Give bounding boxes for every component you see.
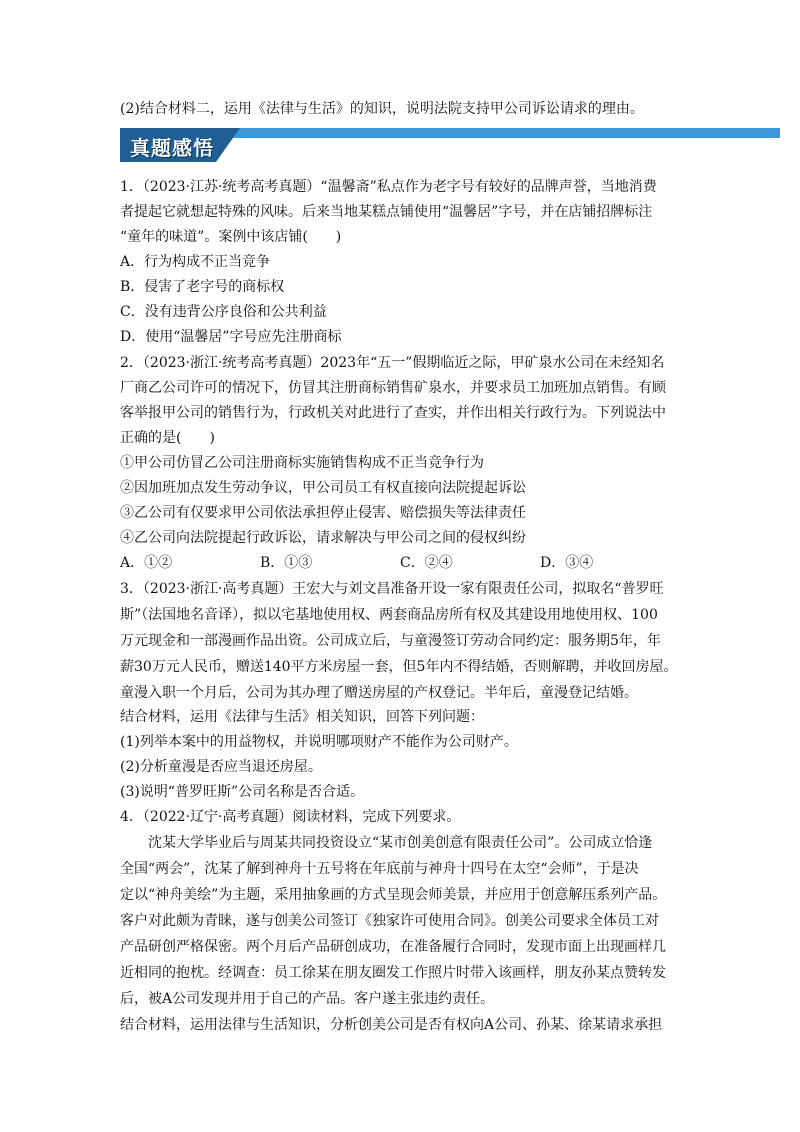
q3-subquestion-1: (1)列举本案中的用益物权，并说明哪项财产不能作为公司财产。 bbox=[120, 734, 518, 750]
q4-para-line-2: 全国“两会”，沈某了解到神舟十五号将在年底前与神舟十四号在太空“会师”，于是决 bbox=[120, 861, 639, 877]
q4-para-line-5: 产品研创严格保密。两个月后产品研创成功，在准备履行合同时，发现市面上出现画样几 bbox=[120, 939, 666, 955]
q2-choice-a: A．①② bbox=[120, 555, 173, 571]
q2-statement-1: ①甲公司仿冒乙公司注册商标实施销售构成不正当竞争行为 bbox=[120, 455, 484, 471]
q3-subquestion-2: (2)分析童漫是否应当退还房屋。 bbox=[120, 759, 322, 775]
q1-option-b: B．侵害了老字号的商标权 bbox=[120, 279, 285, 295]
q3-line-4: 薪30万元人民币，赠送140平方米房屋一套，但5年内不得结婚，否则解聘，并收回房屋。 bbox=[120, 659, 678, 675]
q3-line-3: 万元现金和一部漫画作品出资。公司成立后，与童漫签订劳动合同约定：服务期5年，年 bbox=[120, 633, 661, 649]
q3-line-1: 3．（2023·浙江·高考真题）王宏大与刘文昌准备开设一家有限责任公司，拟取名“普罗旺 bbox=[120, 581, 664, 597]
q2-line-1: 2．（2023·浙江·统考高考真题）2023年“五一”假期临近之际，甲矿泉水公司在未经知名 bbox=[120, 355, 665, 371]
q2-line-4: 正确的是( ) bbox=[120, 430, 215, 446]
q4-para-line-6: 近相同的抱枕。经调查：员工徐某在朋友圈发工作照片时带入该画样，朋友孙某点赞转发 bbox=[120, 965, 666, 981]
q4-tail: 结合材料，运用法律与生活知识，分析创美公司是否有权向A公司、孙某、徐某请求承担 bbox=[120, 1017, 663, 1033]
section-title: 真题感悟 bbox=[130, 136, 214, 160]
q3-line-5: 童漫入职一个月后，公司为其办理了赠送房屋的产权登记。半年后，童漫登记结婚。 bbox=[120, 685, 638, 701]
q1-line-3: “童年的味道”。案例中该店铺( ) bbox=[120, 229, 342, 245]
q2-statement-3: ③乙公司有仅要求甲公司依法承担停止侵害、赔偿损失等法律责任 bbox=[120, 505, 526, 521]
q3-subquestion-3: (3)说明“普罗旺斯”公司名称是否合适。 bbox=[120, 784, 365, 800]
intro-question-2: (2)结合材料二，运用《法律与生活》的知识，说明法院支持甲公司诉讼请求的理由。 bbox=[120, 101, 644, 117]
q1-line-2: 者提起它就想起特殊的风味。后来当地某糕点铺使用“温馨居”字号，并在店铺招牌标注 bbox=[120, 204, 653, 220]
q2-line-2: 厂商乙公司许可的情况下，仿冒其注册商标销售矿泉水，并要求员工加班加点销售。有顾 bbox=[120, 380, 666, 396]
q3-line-6: 结合材料，运用《法律与生活》相关知识，回答下列问题： bbox=[120, 709, 484, 725]
q1-line-1: 1．（2023·江苏·统考高考真题）“温馨斋”私点作为老字号有较好的品牌声誉，当地消费 bbox=[120, 179, 657, 195]
q2-choice-b: B．①③ bbox=[260, 555, 313, 571]
q1-option-d: D．使用“温馨居”字号应先注册商标 bbox=[120, 329, 342, 345]
q4-para-line-4: 客户对此颇为青睐，遂与创美公司签订《独家许可使用合同》。创美公司要求全体员工对 bbox=[120, 913, 659, 929]
q4-para-line-3: 定以“神舟美绘”为主题，采用抽象画的方式呈现会师美景，并应用于创意解压系列产品。 bbox=[120, 887, 667, 903]
q2-statement-4: ④乙公司向法院提起行政诉讼，请求解决与甲公司之间的侵权纠纷 bbox=[120, 530, 526, 546]
q1-option-c: C．没有违背公序良俗和公共利益 bbox=[120, 304, 327, 320]
q4-head: 4．（2022·辽宁·高考真题）阅读材料，完成下列要求。 bbox=[120, 809, 461, 825]
q2-statement-2: ②因加班加点发生劳动争议，甲公司员工有权直接向法院提起诉讼 bbox=[120, 480, 526, 496]
q4-para-line-1: 沈某大学毕业后与周某共同投资设立“某市创美创意有限责任公司”。公司成立恰逢 bbox=[148, 835, 653, 851]
section-banner bbox=[120, 128, 780, 162]
q2-choice-d: D．③④ bbox=[540, 555, 594, 571]
q2-line-3: 客举报甲公司的销售行为，行政机关对此进行了查实，并作出相关行政行为。下列说法中 bbox=[120, 405, 666, 421]
q1-option-a: A．行为构成不正当竞争 bbox=[120, 254, 271, 270]
q4-para-line-7: 后，被A公司发现并用于自己的产品。客户遂主张违约责任。 bbox=[120, 991, 495, 1007]
q3-line-2: 斯”（法国地名音译），拟以宅基地使用权、两套商品房所有权及其建设用地使用权、100 bbox=[120, 607, 658, 623]
q2-choice-c: C．②④ bbox=[400, 555, 453, 571]
